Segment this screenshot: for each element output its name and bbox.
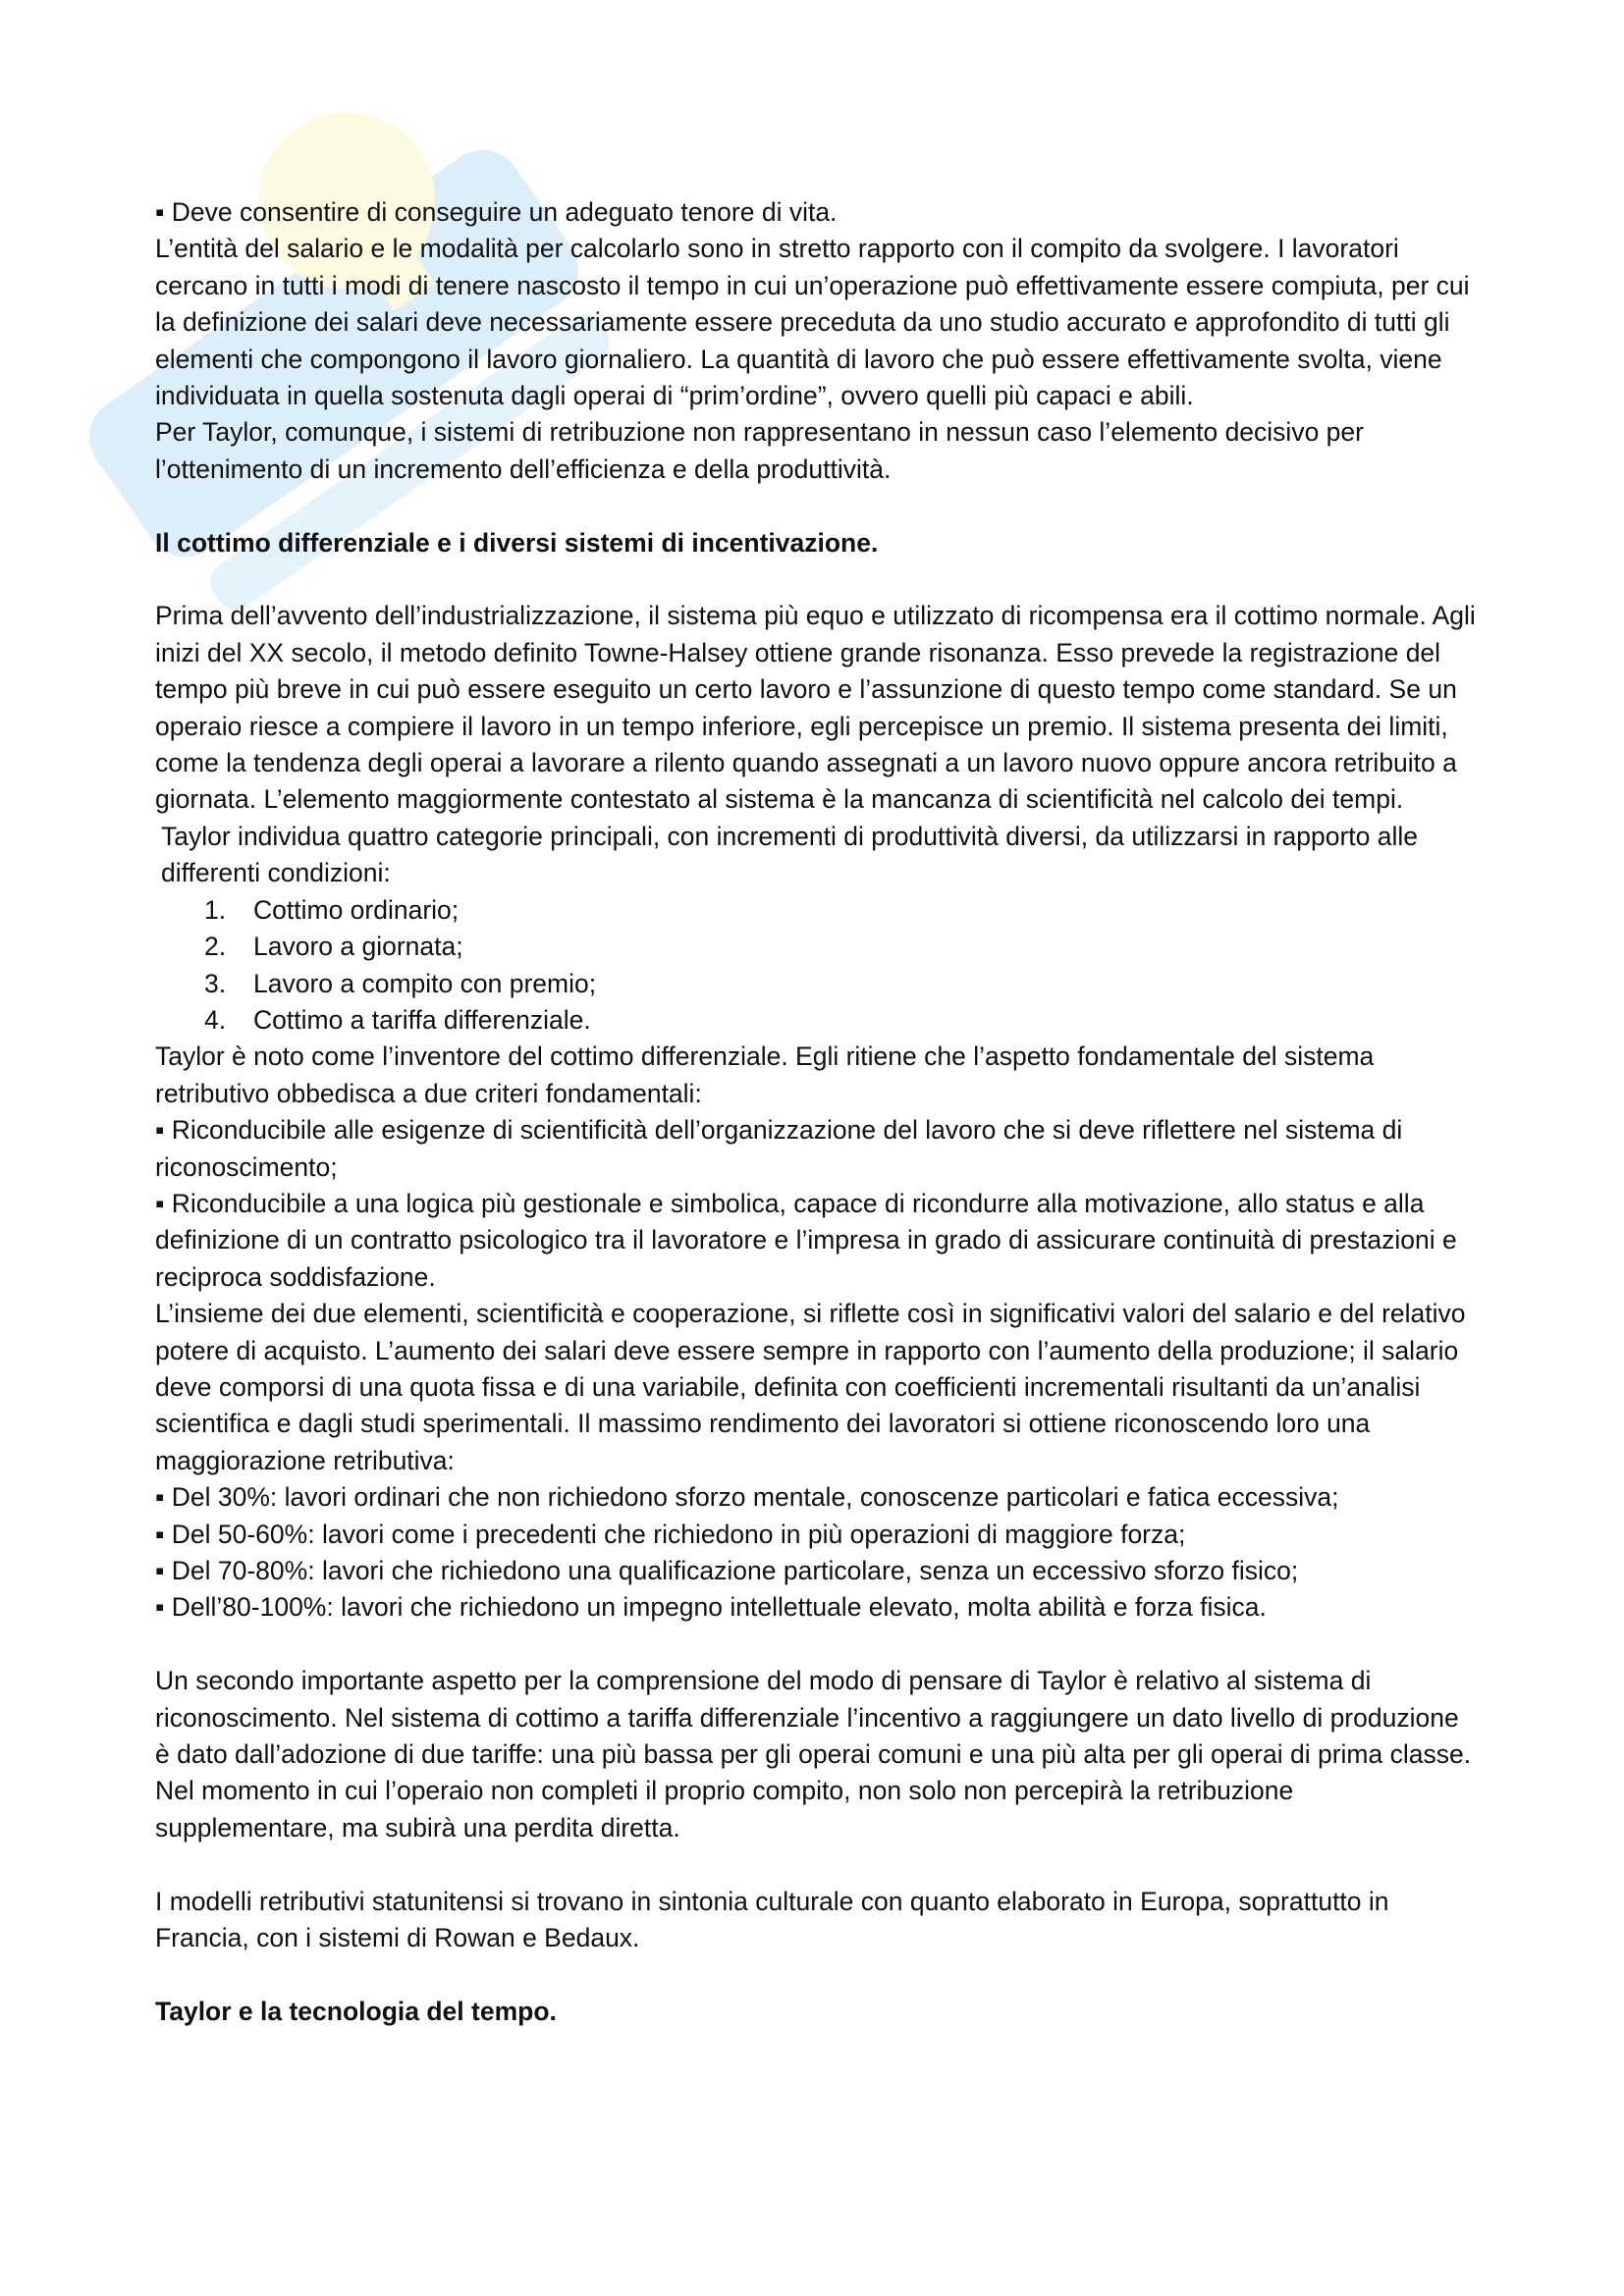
blank-line [155,1627,1476,1663]
blank-line [155,1956,1476,1993]
list-item-text: Cottimo a tariffa differenziale. [253,1004,591,1035]
blank-line [155,488,1476,524]
paragraph: ▪ Riconducibile alle esigenze di scientificità dell’organizzazione del lavoro che si deve riflettere nel sistema di riconoscimento; [155,1115,1403,1182]
list-item [155,1002,1476,1039]
paragraph: I modelli retributivi statunitensi si trovano in sintonia culturale con quanto elaborato in Europa, soprattutto in Francia, con i sistemi di Rowan e Bedaux. [155,1886,1389,1953]
list-item-number: 3. [204,968,227,998]
list-item-number: 1. [204,894,227,925]
paragraph: ▪ Dell’80-100%: lavori che richiedono un impegno intellettuale elevato, molta abilità e forza fisica. [155,1592,1267,1623]
section-heading: Taylor e la tecnologia del tempo. [155,1996,557,2026]
paragraph: ▪ Del 70-80%: lavori che richiedono una qualificazione particolare, senza un eccessivo sforzo fisico; [155,1556,1299,1585]
paragraph: ▪ Del 30%: lavori ordinari che non richiedono sforzo mentale, conoscenze particolari e fatica eccessiva; [155,1482,1339,1513]
list-item [155,892,1476,929]
paragraph: Un secondo importante aspetto per la comprensione del modo di pensare di Taylor è relativo al sistema di riconoscimento. Nel sistema di cottimo a tariffa differenziale l’incentivo a raggiungere un dato livello di produzione è dato dall’adozione di due tariffe: una più bassa per gli operai comuni e una più alta per gli operai di prima classe. Nel momento in cui l’operaio non completi il proprio compito, non solo non percepirà la retribuzione supplementare, ma subirà una perdita diretta. [155,1666,1472,1842]
section-heading: Il cottimo differenziale e i diversi sistemi di incentivazione. [155,527,879,558]
paragraph: Taylor è noto come l’inventore del cottimo differenziale. Egli ritiene che l’aspetto fondamentale del sistema retributivo obbedisca a due criteri fondamentali: [155,1041,1375,1108]
paragraph: ▪ Deve consentire di conseguire un adeguato tenore di vita. [155,197,838,227]
numbered-list [155,892,1476,1040]
list-item-number: 4. [204,1004,227,1035]
list-item [155,966,1476,1002]
paragraph: Per Taylor, comunque, i sistemi di retribuzione non rappresentano in nessun caso l’elemento decisivo per l’ottenimento di un incremento dell’efficienza e della produttività. [155,417,1364,484]
list-item [155,929,1476,965]
paragraph: ▪ Del 50-60%: lavori come i precedenti che richiedono in più operazioni di maggiore forza; [155,1519,1186,1549]
paragraph: L’insieme dei due elementi, scientificità e cooperazione, si riflette così in significativi valori del salario e del relativo potere di acquisto. L’aumento dei salari deve essere sempre in rapporto con l’aumento della produzione; il salario deve comporsi di una quota fissa e di una variabile, definita con coefficienti incrementali risultanti da un’analisi scientifica e dagli studi sperimentali. Il massimo rendimento dei lavoratori si ottiene riconoscendo loro una maggiorazione retributiva: [155,1299,1466,1475]
list-item-text: Lavoro a compito con premio; [253,968,597,998]
blank-line [155,1846,1476,1883]
paragraph: ▪ Riconducibile a una logica più gestionale e simbolica, capace di ricondurre alla motivazione, allo status e alla definizione di un contratto psicologico tra il lavoratore e l’impresa in grado di assicurare continuità di prestazioni e reciproca soddisfazione. [155,1188,1457,1292]
list-item-text: Lavoro a giornata; [253,932,463,962]
list-item-text: Cottimo ordinario; [253,894,460,925]
blank-line [155,561,1476,598]
paragraph: L’entità del salario e le modalità per calcolarlo sono in stretto rapporto con il compito da svolgere. I lavoratori cercano in tutti i modi di tenere nascosto il tempo in cui un’operazione può effettivamente essere compiuta, per cui la definizione dei salari deve necessariamente essere preceduta da uno studio accurato e approfondito di tutti gli elementi che compongono il lavoro giornaliero. La quantità di lavoro che può essere effettivamente svolta, viene individuata in quella sostenuta dagli operai di “prim’ordine”, ovvero quelli più capaci e abili. [155,234,1470,411]
paragraph: Taylor individua quattro categorie principali, con incrementi di produttività diversi, da utilizzarsi in rapporto alle differenti condizioni: [161,821,1418,888]
document-body [155,194,1476,2030]
paragraph: Prima dell’avvento dell’industrializzazione, il sistema più equo e utilizzato di ricompensa era il cottimo normale. Agli inizi del XX secolo, il metodo definito Towne-Halsey ottiene grande risonanza. Esso prevede la registrazione del tempo più breve in cui può essere eseguito un certo lavoro e l’assunzione di questo tempo come standard. Se un operaio riesce a compiere il lavoro in un tempo inferiore, egli percepisce un premio. Il sistema presenta dei limiti, come la tendenza degli operai a lavorare a rilento quando assegnati a un lavoro nuovo oppure ancora retribuito a giornata. L’elemento maggiormente contestato al sistema è la mancanza di scientificità nel calcolo dei tempi. [155,601,1476,815]
list-item-number: 2. [204,932,227,962]
